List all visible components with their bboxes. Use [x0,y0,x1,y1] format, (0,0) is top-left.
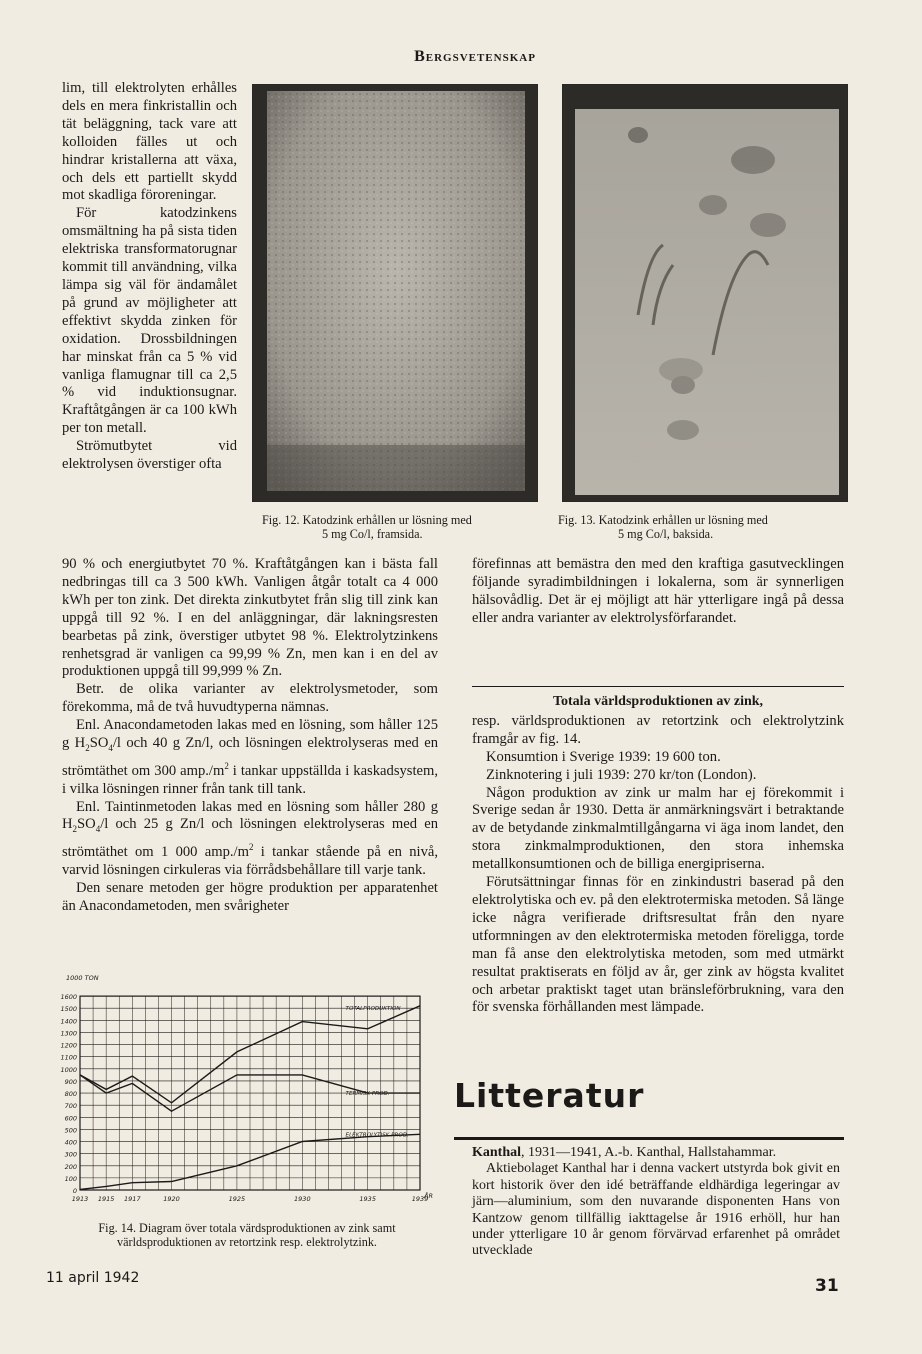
paragraph: Zinknotering i juli 1939: 270 kr/ton (London). [486,766,757,783]
x-tick-label: 1917 [124,1195,141,1203]
figure-14-caption [52,1221,442,1249]
caption-line: Fig. 13. Katodzink erhållen ur lösning med [558,513,768,527]
y-tick-label: 600 [64,1114,77,1123]
series-label: ELEKTROLYTISK PROD. [345,1132,409,1139]
caption-line: Fig. 12. Katodzink erhållen ur lösning med [262,513,472,527]
y-tick-label: 200 [64,1162,77,1171]
paragraph: Konsumtion i Sverige 1939: 19 600 ton. [486,748,721,765]
paragraph: Strömutbytet vid elektrolysen överstiger ofta [62,438,237,473]
section-title: Totala världsproduktionen av zink, [552,694,764,709]
y-tick-label: 700 [64,1102,77,1111]
running-header: Bergsvetenskap [414,48,536,65]
x-tick-label: 1920 [163,1195,180,1203]
paragraph: Den senare metoden ger högre produktion per apparatenhet än Anacondametoden, men svårigheter [62,879,438,914]
figure-14-chart [46,968,436,1213]
issue-date: 11 april 1942 [46,1270,140,1286]
paragraph-taintin: Enl. Taintinmetoden lakas med en lösning som håller 280 g $H_2SO_4/l$ och 25 g Zn/l och lösningen elektrolyseras med en strömtäthet om 1 000 $amp./m^2$ i tankar stående på en nivå, varvid lösningen cirkuleras via förrådsbehållare till varje tank. [62,798,438,879]
litteratur-column [472,1145,840,1260]
x-tick-label: 1935 [359,1195,376,1203]
figure-12-caption [262,513,542,541]
y-tick-label: 1600 [60,993,77,1002]
caption-line: 5 mg Co/l, framsida. [322,527,423,541]
production-chart-svg [46,968,436,1213]
x-tick-label: 1915 [97,1195,115,1203]
caption-line: Fig. 14. Diagram över totala värdsproduktionen av zink samt [98,1221,396,1235]
series-label: TOTALPRODUKTION [345,1005,401,1012]
y-tick-label: 300 [64,1150,77,1159]
paragraph: resp. världsproduktionen av retortzink och elektrolytzink framgår av fig. 14. [472,712,844,747]
right-column-top [472,556,844,628]
paragraph: 90 % och energiutbytet 70 %. Kraftåtgången kan i bästa fall nedbringas till ca 3 500 kWh. Vanligen åtgår totalt ca 4 000 kWh per ton zink. Det direkta zinkutbytet från slig till zink kan uppgå till 92 %. I en del anläggningar, där lakningsresten bearbetas på zink, överstiger utbytet 98 %. Elektrolytzinkens renhetsgrad är vanligen ca 99,99 % Zn, men kan i en del av produktionen uppgå till 99,999 % Zn. [62,556,438,680]
y-tick-label: 800 [64,1090,77,1099]
narrow-column [62,80,237,474]
paragraph: Aktiebolaget Kanthal har i denna vackert utstyrda bok givit en kort historik över den idé beträffande eldhärdiga legeringar av järn—aluminium, som den nuvarande disponenten Hans von Kantzow genom tillfällig iakttagelse år 1916 erhöll, hur han under ytterligare 10 år genom förvärvad erfarenhet på området utvecklade [472,1161,840,1259]
page-number: 31 [815,1276,839,1296]
paragraph: lim, till elektrolyten erhålles dels en mera finkristallin och tät beläggning, tack vare att kolloiden fälles ut och hindrar kristallerna att växa, och dels ett partiellt skydd mot skadliga föroreningar. [62,80,237,204]
paragraph: Betr. de olika varianter av elektrolysmetoder, som förekomma, må de två huvudtyperna nämnas. [62,681,438,716]
y-tick-label: 1000 [60,1065,77,1074]
y-tick-label: 0 [72,1187,77,1195]
litteratur-rule [454,1137,844,1140]
x-tick-label: 1913 [71,1195,89,1203]
entry-meta: , 1931—1941, A.-b. Kanthal, Hallstahammar. [521,1145,777,1160]
y-tick-label: 1300 [60,1029,77,1038]
y-tick-label: 400 [64,1138,77,1147]
paragraph-anaconda: Enl. Anacondametoden lakas med en lösning, som håller 125 g $H_2SO_4/l$ och 40 g Zn/l, och lösningen elektrolyseras med en strömtäthet om 300 $amp./m^2$ i tankar uppställda i kaskadsystem, i vilka lösningen rinner från tank till tank. [62,717,439,797]
paragraph: För katodzinkens omsmältning ha på sista tiden elektriska transformatorugnar kommit till användning, vilka lämpa sig väl för ändamålet på grund av möjligheter att effektivt skydda zinken för oxidation. Drossbildningen har minskat från ca 5 % vid vanliga flamugnar till ca 2,5 % vid induktionsugnar. Kraftåtgången är ca 100 kWh per ton metall. [62,205,237,437]
y-tick-label: 1100 [60,1053,77,1062]
caption-line: världsproduktionen av retortzink resp. elektrolytzink. [117,1235,377,1249]
cathode-zinc-front-image [253,85,538,502]
y-tick-label: 100 [64,1174,77,1183]
x-tick-label: 1930 [294,1195,311,1203]
y-tick-label: 1500 [60,1005,77,1014]
entry-title: Kanthal [472,1145,522,1160]
cathode-zinc-back-image [563,85,848,502]
literature-entry [472,1145,840,1161]
y-tick-label: 1400 [60,1017,77,1026]
figure-13-caption [558,513,848,541]
litteratur-heading: Litteratur [454,1076,645,1115]
x-axis-label: ÅR [424,1192,433,1200]
figure-12-photo [252,84,538,502]
paragraph: Någon produktion av zink ur malm har ej förekommit i Sverige sedan år 1930. Detta är anmärkningsvärt i betraktande av de betydande zinkmalmtillgångarna vi äga inom landet, den stora zinkmalmproduktionen, den stora inhemska metallkonsumtionen och de billiga energipriserna. [472,784,844,873]
y-axis-label: 1000 TON [66,974,99,982]
y-tick-label: 900 [64,1077,77,1086]
y-tick-label: 500 [64,1126,77,1135]
x-tick-label: 1939 [411,1195,429,1203]
paragraph: Förutsättningar finnas för en zinkindustri baserad på den elektrolytiska och ev. på den elektrotermiska metoden. Så länge icke några verifierade driftsresultat från den nyare utformningen av den elektrotermiska metoden föreligga, torde man få anse den elektrolytiska metoden, som med utmärkt resultat praktiserats en följd av år, ger zink av högsta kvalitet och arbetar praktiskt taget utan bränsleförbrukning, vara den för svenska förhållanden mest lämpade. [472,874,844,1016]
section-rule [472,686,844,687]
x-tick-label: 1925 [228,1195,246,1203]
series-label: TERMISK PROD. [345,1091,390,1098]
figure-13-photo [562,84,848,502]
paragraph: förefinnas att bemästra den med den kraftiga gasutvecklingen följande syradimbildningen i lokalerna, som är synnerligen hälsovådlig. Det är ej möjligt att här ytterligare ingå på dessa eller andra varianter av elektrolysförfarandet. [472,556,844,626]
right-column [472,686,844,1017]
caption-line: 5 mg Co/l, baksida. [618,527,714,541]
y-tick-label: 1200 [60,1041,77,1050]
left-column [62,556,438,916]
